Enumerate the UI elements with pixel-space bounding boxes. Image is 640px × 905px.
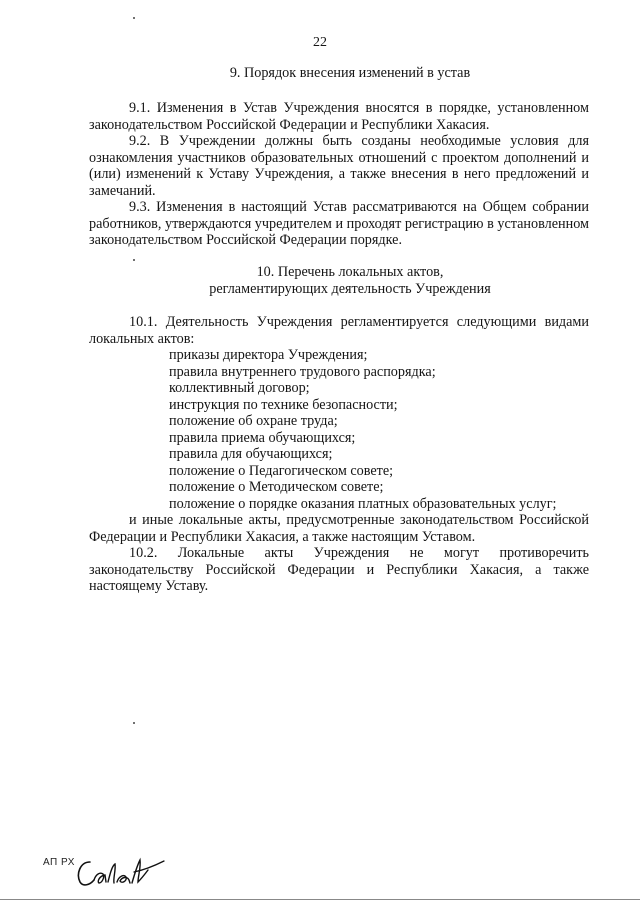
list-item: положение о порядке оказания платных образовательных услуг; bbox=[169, 495, 557, 512]
list-item: коллективный договор; bbox=[169, 380, 310, 396]
footer-label: АП РХ bbox=[43, 857, 75, 868]
list-item: положение об охране труда; bbox=[169, 413, 338, 429]
list-item: положение о Педагогическом совете; bbox=[169, 462, 394, 479]
paragraph-9-2: 9.2. В Учреждении должны быть созданы необходимые условия для ознакомления участников образовательных отношений с проектом дополнений и (или) изменений к Уставу Учреждения, а также внесения в него предложений и замечаний. bbox=[89, 133, 589, 199]
paragraph-10-1: 10.1. Деятельность Учреждения регламентируется следующими видами локальных актов: bbox=[89, 314, 589, 347]
paragraph-9-3: 9.3. Изменения в настоящий Устав рассматриваются на Общем собрании работников, утверждаются учредителем и проходят регистрацию в установленном законодательством Российской Федерации порядке. bbox=[89, 199, 589, 248]
list-item: правила приема обучающихся; bbox=[169, 429, 356, 446]
paragraph-10-2: 10.2. Локальные акты Учреждения не могут противоречить законодательству Российской Федерации и Республики Хакасия, а также настоящему Уставу. bbox=[89, 545, 589, 594]
list-item: инструкция по технике безопасности; bbox=[169, 396, 398, 413]
section-10-heading-line-2: регламентирующих деятельность Учреждения bbox=[209, 281, 491, 297]
paragraph-10-1-closing: и иные локальные акты, предусмотренные законодательством Российской Федерации и Республики Хакасия, а также настоящим Уставом. bbox=[89, 512, 589, 545]
section-10-heading-line-1: 10. Перечень локальных актов, bbox=[256, 264, 444, 280]
list-item: правила для обучающихся; bbox=[169, 446, 333, 462]
section-10-heading bbox=[0, 264, 640, 298]
scan-speck bbox=[133, 722, 135, 724]
section-10-body bbox=[89, 314, 589, 595]
list-item: положение о Методическом совете; bbox=[169, 479, 384, 495]
paragraph-9-1: 9.1. Изменения в Устав Учреждения вносятся в порядке, установленном законодательством Российской Федерации и Республики Хакасия. bbox=[89, 100, 589, 133]
page-number: 22 bbox=[313, 35, 327, 50]
section-9-body bbox=[89, 100, 589, 249]
scan-speck bbox=[133, 17, 135, 19]
section-9-heading: 9. Порядок внесения изменений в устав bbox=[229, 65, 471, 81]
list-item: правила внутреннего трудового распорядка; bbox=[169, 363, 436, 380]
handwritten-signature bbox=[72, 852, 167, 892]
page-bottom-edge bbox=[0, 899, 640, 900]
list-item: приказы директора Учреждения; bbox=[169, 347, 368, 363]
scan-speck bbox=[133, 259, 135, 261]
